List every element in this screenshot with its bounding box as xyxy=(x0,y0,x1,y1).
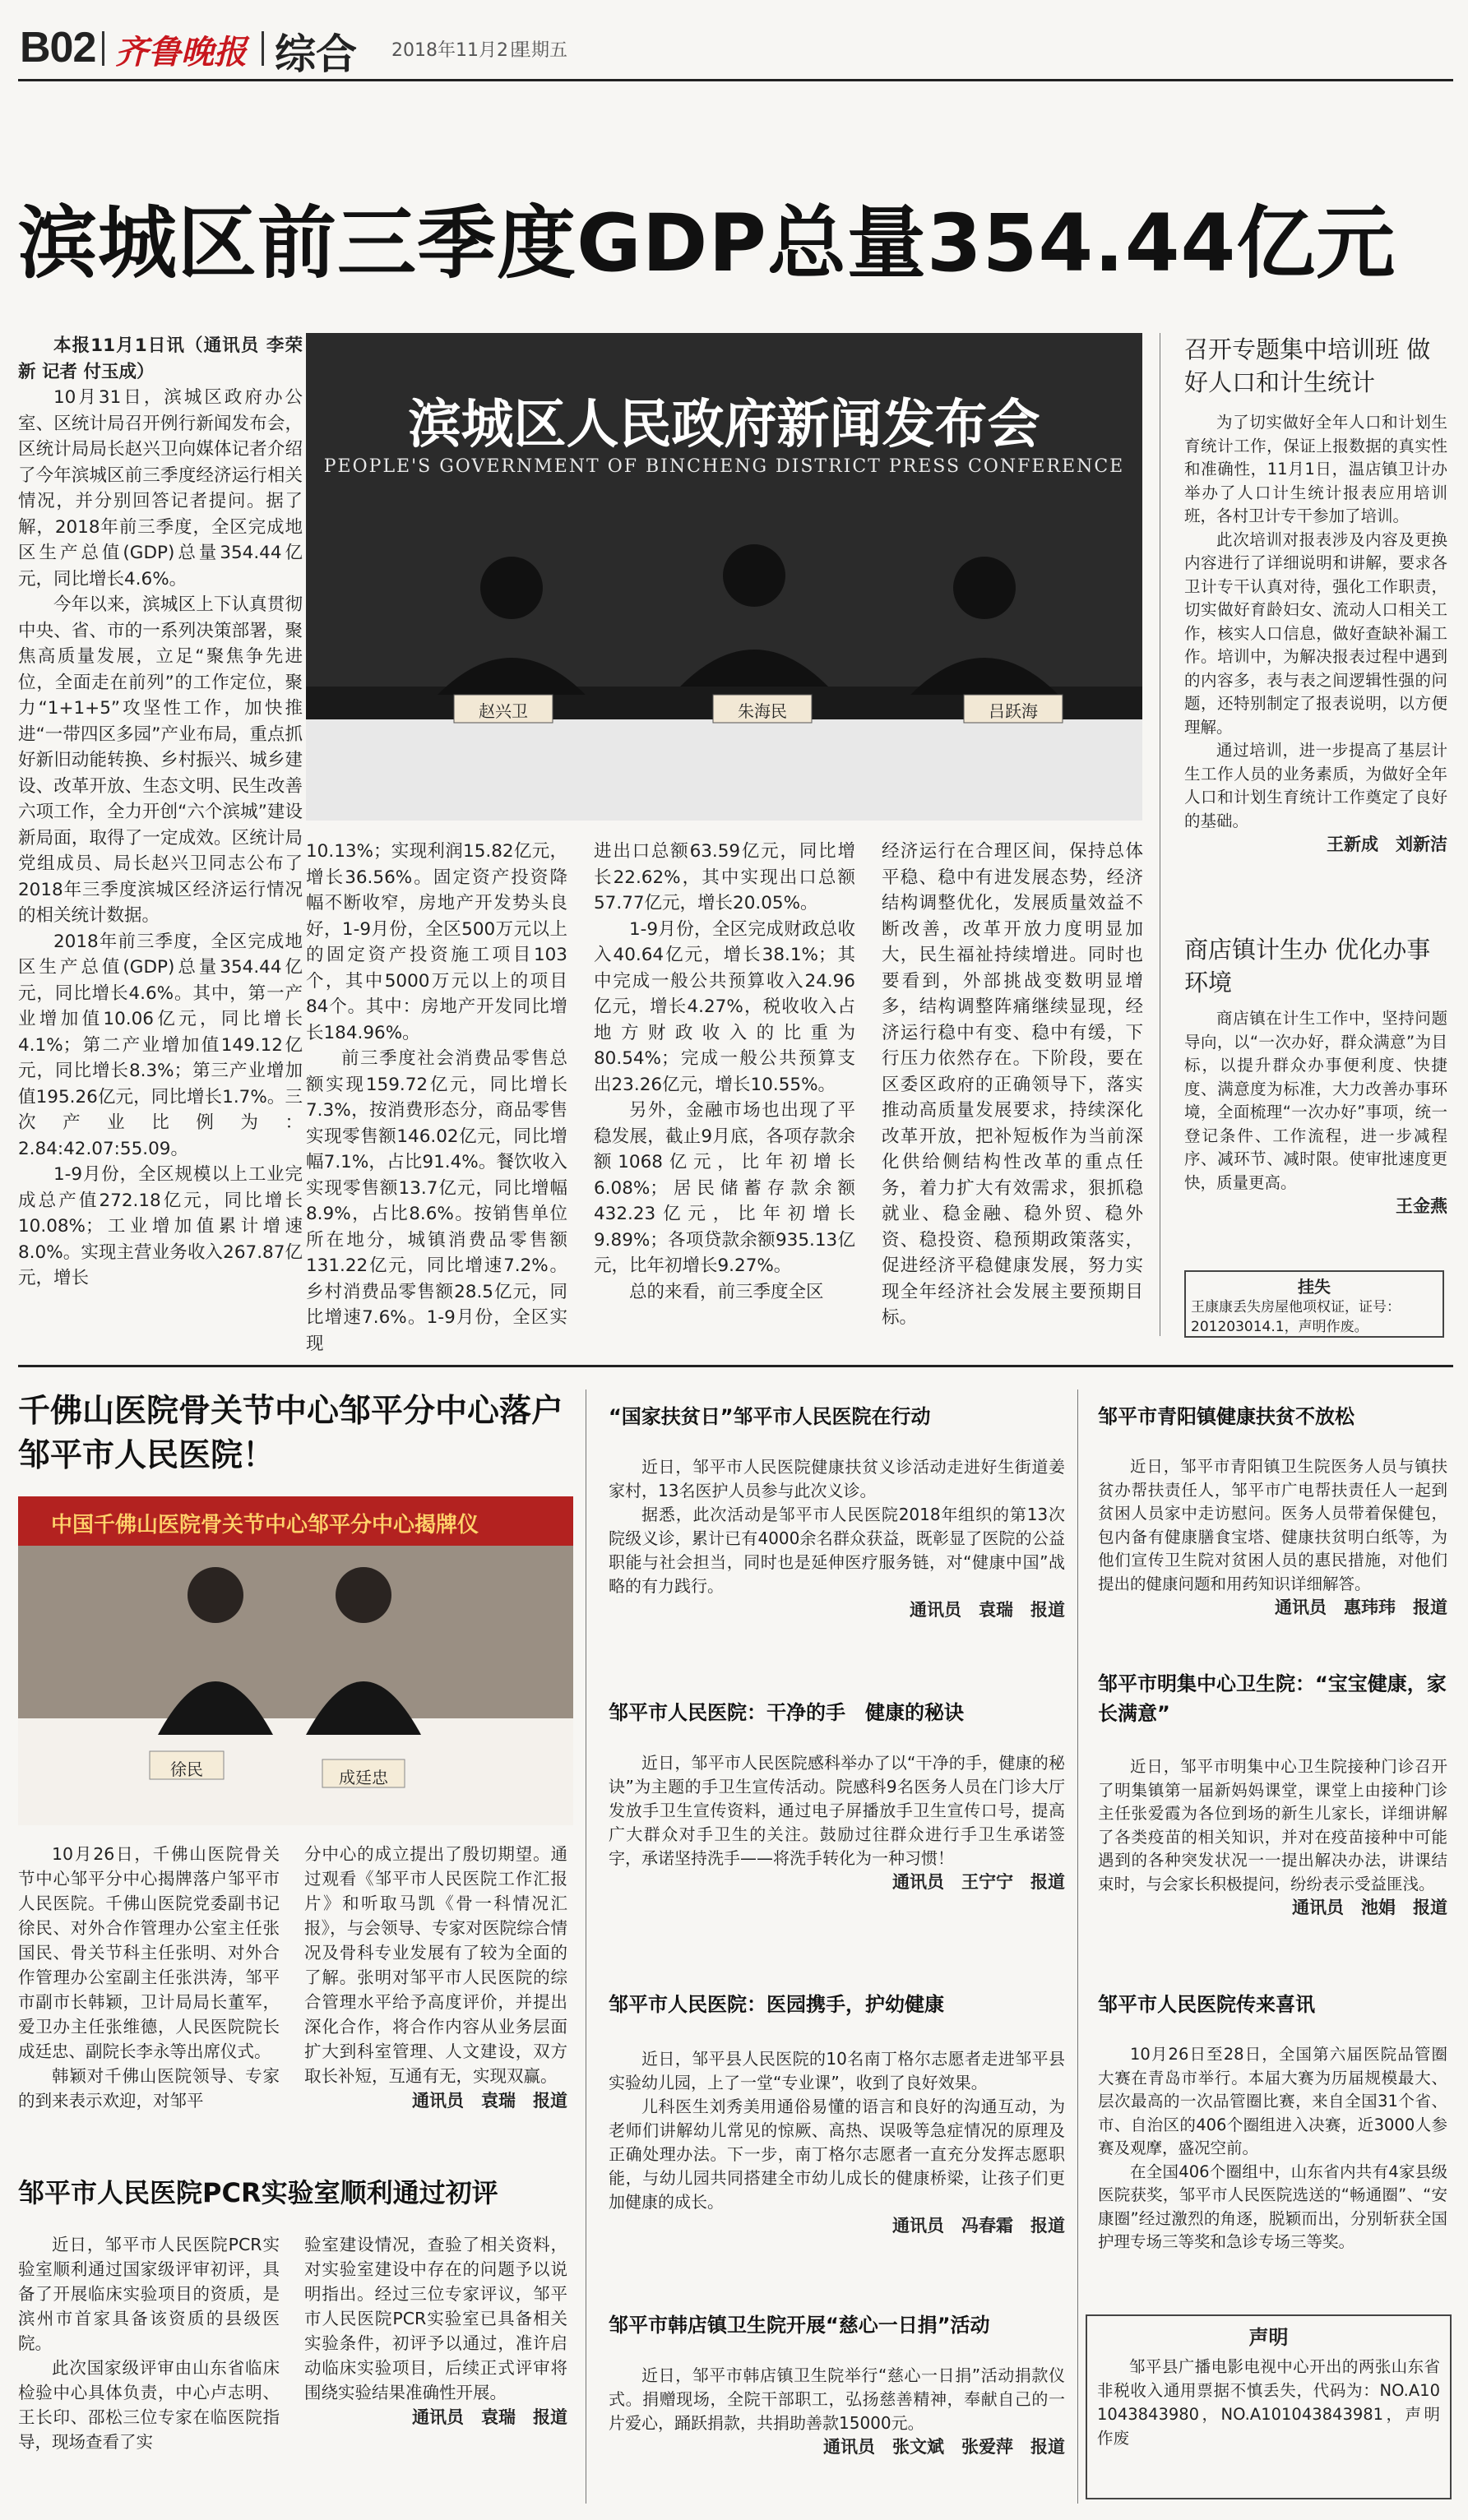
article-col xyxy=(304,1842,567,2154)
paragraph: 1-9月份，全区完成财政总收入40.64亿元，增长38.1%；其中完成一般公共预算收入24.96亿元，增长4.27%，税收收入占地方财政收入的比重为80.54%；完成一般公共预算支出23.26亿元，增长10.55%。 xyxy=(594,918,855,1095)
paragraph: 此次培训对报表涉及内容及更换内容进行了详细说明和讲解，要求各卫计专干认真对待，强化工作职责，切实做好育龄妇女、流动人口相关工作，核实人口信息，做好查缺补漏工作。培训中，为解决报表过程中遇到的内容多，表与表之间逻辑性强的问题，还特别制定了报表说明，以方便理解。 xyxy=(1184,529,1447,737)
press-conference-photo xyxy=(306,333,1142,821)
paragraph: 另外，金融市场也出现了平稳发展，截止9月底，各项存款余额1068亿元，比年初增长6.08%；居民储蓄存款余额432.23亿元，比年初增长9.89%；各项贷款余额935.13亿元，比年初增长9.27%。 xyxy=(594,1100,855,1276)
paragraph: 近日，邹平市人民医院PCR实验室顺利通过国家级评审初评，具备了开展临床实验项目的资质，是滨州市首家具备该资质的县级医院。 xyxy=(18,2235,280,2353)
speakers-illustration xyxy=(306,497,1142,821)
notice-title: 声明 xyxy=(1248,2326,1289,2349)
article-title: “国家扶贫日”邹平市人民医院在行动 xyxy=(609,1405,931,1428)
article-body xyxy=(1098,2043,1447,2306)
byline: 通讯员 惠玮玮 报道 xyxy=(1275,1598,1447,1617)
byline: 王金燕 xyxy=(1396,1196,1447,1216)
byline: 通讯员 冯春霜 报道 xyxy=(892,2216,1065,2236)
paragraph: 在全国406个圈组中，山东省内共有4家县级医院获奖，邹平市人民医院选送的“畅通圈”、“安康圈”经过激烈的角逐，脱颖而出，分别斩获全国护理专场三等奖和急诊专场三等奖。 xyxy=(1098,2162,1447,2251)
nameplate: 赵兴卫 xyxy=(479,701,528,721)
article-title: 邹平市韩店镇卫生院开展“慈心一日捐”活动 xyxy=(609,2314,990,2337)
notice-body: 邹平县广播电影电视中心开出的两张山东省非税收入通用票据不慎丢失，代码为：NO.A101043843980，NO.A101043843981，声明作废 xyxy=(1097,2357,1440,2448)
paragraph: 近日，邹平市人民医院健康扶贫义诊活动走进好生街道姜家村，13名医护人员参与此次义诊。 xyxy=(609,1457,1065,1500)
paragraph: 10.13%；实现利润15.82亿元，增长36.56%。固定资产投资降幅不断收窄，房地产开发势头良好，1-9月份，全区500万元以上的固定资产投资施工项目103个，其中5000万元以上的项目84个。其中：房地产开发同比增长184.96%。 xyxy=(306,841,567,1043)
section-name: 综合 xyxy=(275,30,357,78)
byline: 通讯员 袁瑞 报道 xyxy=(412,2407,567,2427)
page-number: B02 xyxy=(20,24,96,72)
paragraph: 近日，邹平市明集中心卫生院接种门诊召开了明集镇第一届新妈妈课堂，课堂上由接种门诊主任张爱霞为各位到场的新生儿家长，详细讲解了各类疫苗的相关知识，并对在疫苗接种中可能遇到的各种突发状况一一提出解决办法，讲课结束时，与会家长积极提问，纷纷表示受益匪浅。 xyxy=(1098,1757,1447,1893)
photo-banner-subtitle: PEOPLE'S GOVERNMENT OF BINCHENG DISTRICT PRESS CONFERENCE xyxy=(323,456,1125,477)
notice-title: 挂失 xyxy=(1298,1277,1331,1297)
nameplate: 吕跃海 xyxy=(989,701,1038,721)
article-title: 邹平市人民医院：医园携手，护幼健康 xyxy=(609,1993,944,2016)
article-col xyxy=(18,1842,280,2154)
main-article-col3 xyxy=(594,839,855,1336)
paragraph: 今年以来，滨城区上下认真贯彻中央、省、市的一系列决策部署，聚焦高质量发展，立足“聚焦争先进位，全面走在前列”的工作定位，聚力“1+1+5”攻坚性工作，加快推进“一带四区多园”产业布局，重点抓好新旧动能转换、乡村振兴、城乡建设、改革开放、生态文明、民生改善六项工作，全力开创“六个滨城”建设新局面，取得了一定成效。区统计局党组成员、局长赵兴卫同志公布了2018年三季度滨城区经济运行情况的相关统计数据。 xyxy=(18,594,303,926)
paragraph: 前三季度社会消费品零售总额实现159.72亿元，同比增长7.3%，按消费形态分，商品零售实现零售额146.02亿元，同比增幅7.1%，占比91.4%。餐饮收入实现零售额13.7亿元，同比增幅8.9%，占比8.6%。按销售单位所在地分，城镇消费品零售额131.22亿元，同比增速7.2%。乡村消费品零售额28.5亿元，同比增速7.6%。1-9月份，全区实现 xyxy=(306,1048,567,1354)
paragraph: 近日，邹平市青阳镇卫生院医务人员与镇扶贫办帮扶责任人，邹平市广电帮扶责任人一起到贫困人员家中走访慰问。医务人员带着保健包，包内备有健康膳食宝塔、健康扶贫明白纸等，为他们宣传卫生院对贫困人员的惠民措施，对他们提出的健康问题和用药知识详细解答。 xyxy=(1098,1457,1447,1593)
paragraph: 韩颖对千佛山医院领导、专家的到来表示欢迎，对邹平 xyxy=(18,2066,280,2111)
paragraph: 此次国家级评审由山东省临床检验中心具体负责，中心卢志明、王长印、邵松三位专家在临医院指导，现场查看了实 xyxy=(18,2358,280,2452)
article-title: 邹平市明集中心卫生院：“宝宝健康，家长满意” xyxy=(1098,1672,1447,1725)
article-title: 邹平市人民医院PCR实验室顺利通过初评 xyxy=(18,2177,498,2208)
article-title: 邹平市人民医院传来喜讯 xyxy=(1098,1993,1315,2016)
paragraph: 儿科医生刘秀美用通俗易懂的语言和良好的沟通互动，为老师们讲解幼儿常见的惊厥、高热、误吸等急症情况的原理及正确处理办法。下一步，南丁格尔志愿者一直充分发挥志愿职能，与幼儿园共同搭建全市幼儿成长的健康桥梁，让孩子们更加健康的成长。 xyxy=(609,2097,1065,2212)
article-body xyxy=(609,2364,1065,2504)
paragraph: 2018年前三季度，全区完成地区生产总值(GDP)总量354.44亿元，同比增长4.6%。其中，第一产业增加值10.06亿元，同比增长4.1%；第二产业增加值149.12亿元，同比增长8.3%；第三产业增加值195.26亿元，同比增长1.7%。三次产业比例为：2.84:42.07:55.09。 xyxy=(18,931,303,1159)
article-col xyxy=(18,2232,280,2504)
byline: 通讯员 王宁宁 报道 xyxy=(892,1872,1065,1892)
statement-notice-box xyxy=(1086,2314,1452,2499)
nameplate: 徐民 xyxy=(170,1759,203,1779)
paragraph: 10月26日，千佛山医院骨关节中心邹平分中心揭牌落户邹平市人民医院。千佛山医院党委副书记徐民、对外合作管理办公室主任张国民、骨关节科主任张明、对外合作管理办公室副主任张洪涛，邹平市副市长韩颖，卫计局局长董军，爱卫办主任张维德，人民医院院长成廷忠、副院长李永等出席仪式。 xyxy=(18,1844,280,2061)
byline: 王新成 刘新洁 xyxy=(1327,835,1447,854)
paragraph: 经济运行在合理区间，保持总体平稳、稳中有进发展态势，经济结构调整优化，发展质量效益不断改善，改革开放力度明显加大，民生福祉持续增进。同时也要看到，外部挑战变数明显增多，结构调整阵痛继续显现，经济运行稳中有变、稳中有缓，下行压力依然存在。下阶段，要在区委区政府的正确领导下，落实推动高质量发展要求，持续深化改革开放，把补短板作为当前深化供给侧结构性改革的重点任务，着力扩大有效需求，狠抓稳就业、稳金融、稳外贸、稳外资、稳投资、稳预期政策落实，促进经济平稳健康发展，努力实现全年经济社会发展主要预期目标。 xyxy=(882,841,1143,1328)
paragraph: 通过培训，进一步提高了基层计生工作人员的业务素质，为做好全年人口和计划生育统计工作奠定了良好的基础。 xyxy=(1184,741,1447,830)
nameplate: 成廷忠 xyxy=(339,1768,388,1787)
article-title: 邹平市人民医院：干净的手 健康的秘诀 xyxy=(609,1701,964,1724)
paragraph: 10月31日，滨城区政府办公室、区统计局召开例行新闻发布会，区统计局局长赵兴卫向媒体记者介绍了今年滨城区前三季度经济运行相关情况，并分别回答记者提问。据了解，2018年前三季度，全区完成地区生产总值(GDP)总量354.44亿元，同比增长4.6%。 xyxy=(18,387,303,590)
header-rule xyxy=(18,79,1453,81)
sidebar-article-body xyxy=(1184,1007,1447,1270)
paragraph: 为了切实做好全年人口和计划生育统计工作，保证上报数据的真实性和准确性，11月1日，温店镇卫计办举办了人口计生统计报表应用培训班，各村卫计专干参加了培训。 xyxy=(1184,413,1447,525)
paragraph: 据悉，此次活动是邹平市人民医院2018年组织的第13次院级义诊，累计已有4000余名群众获益，既彰显了医院的公益职能与社会担当，同时也是延伸医疗服务链，对“健康中国”战略的有力践行。 xyxy=(609,1505,1065,1596)
photo-banner-title: 滨城区人民政府新闻发布会 xyxy=(408,395,1040,455)
issue-weekday: 星期五 xyxy=(513,40,568,61)
sidebar-article-body xyxy=(1184,411,1447,921)
dateline: 本报11月1日讯（通讯员 李荣新 记者 付玉成） xyxy=(18,335,303,382)
paragraph: 1-9月份，全区规模以上工业完成总产值272.18亿元，同比增长10.08%；工业增加值累计增速8.0%。实现主营业务收入267.87亿元，增长 xyxy=(18,1164,303,1288)
issue-date: 2018年11月2日 xyxy=(391,40,526,61)
article-body xyxy=(1098,1455,1447,1661)
paragraph: 进出口总额63.59亿元，同比增长22.62%，其中实现出口总额57.77亿元，增长20.05%。 xyxy=(594,841,855,913)
photo-banner-text: 中国千佛山医院骨关节中心邹平分中心揭牌仪 xyxy=(51,1513,479,1537)
article-body xyxy=(1098,1755,1447,1977)
article-col xyxy=(304,2232,567,2504)
signing-ceremony-photo xyxy=(18,1496,573,1825)
header-divider xyxy=(102,31,104,66)
article-body xyxy=(609,2047,1065,2302)
paragraph: 近日，邹平市人民医院感科举办了以“干净的手，健康的秘诀”为主题的手卫生宣传活动。院感科9名医务人员在门诊大厅发放手卫生宣传资料，通过电子屏播放手卫生宣传口号，提高广大群众对手卫生的关注。鼓励过往群众进行手卫生承诺签字，承诺坚持洗手——将洗手转化为一种习惯！ xyxy=(609,1753,1065,1868)
lost-notice-box xyxy=(1184,1270,1444,1338)
byline: 通讯员 袁瑞 报道 xyxy=(412,2091,567,2111)
paragraph: 近日，邹平市韩店镇卫生院举行“慈心一日捐”活动捐款仪式。捐赠现场，全院干部职工，弘扬慈善精神，奉献自己的一片爱心，踊跃捐款，共捐助善款15000元。 xyxy=(609,2365,1065,2433)
paragraph: 分中心的成立提出了殷切期望。通过观看《邹平市人民医院工作汇报片》和听取马凯《骨一科情况汇报》，与会领导、专家对医院综合情况及骨科专业发展有了较为全面的了解。张明对邹平市人民医院的综合管理水平给予高度评价，并提出深化合作，将合作内容从业务层面扩大到科室管理、人文建设，双方取长补短，互通有无，实现双赢。 xyxy=(304,1844,567,2086)
article-title: 邹平市青阳镇健康扶贫不放松 xyxy=(1098,1405,1355,1428)
section-rule xyxy=(18,1365,1453,1367)
main-headline: 滨城区前三季度GDP总量354.44亿元 xyxy=(18,197,1396,289)
column-divider xyxy=(1077,1389,1078,2504)
paragraph: 近日，邹平县人民医院的10名南丁格尔志愿者走进邹平县实验幼儿园，上了一堂“专业课”，收到了良好效果。 xyxy=(609,2049,1065,2092)
paragraph: 10月26日至28日，全国第六届医院品管圈大赛在青岛市举行。本届大赛为历届规模最大、层次最高的一次品管圈比赛，来自全国31个省、市、自治区的406个圈组进入决赛，近3000人参赛及观摩，盛况空前。 xyxy=(1098,2045,1447,2157)
byline: 通讯员 张文斌 张爱萍 报道 xyxy=(823,2437,1065,2457)
paragraph: 总的来看，前三季度全区 xyxy=(629,1281,824,1302)
article-body xyxy=(609,1751,1065,1965)
article-title: 千佛山医院骨关节中心邹平分中心落户邹平市人民医院！ xyxy=(18,1393,564,1474)
main-article-col4 xyxy=(882,839,1143,1336)
main-article-col2 xyxy=(306,839,567,1354)
byline: 通讯员 池娟 报道 xyxy=(1292,1898,1447,1917)
paragraph: 商店镇在计生工作中，坚持问题导向，以“一次办好，群众满意”为目标，以提升群众办事便利度、快捷度、满意度为标准，大力改善办事环境，全面梳理“一次办好”事项，统一登记条件、工作流程，进一步减程序、减环节、减时限。使审批速度更快，质量更高。 xyxy=(1184,1009,1447,1192)
main-article-col1 xyxy=(18,333,303,1320)
paragraph: 验室建设情况，查验了相关资料，对实验室建设中存在的问题予以说明指出。经过三位专家评议，邹平市人民医院PCR实验室已具备相关实验条件，初评予以通过，准许启动临床实验项目，后续正式评审将围绕实验结果准确性开展。 xyxy=(304,2235,567,2402)
sidebar-article-title: 召开专题集中培训班 做好人口和计生统计 xyxy=(1184,335,1431,396)
notice-body: 王康康丢失房屋他项权证，证号：201203014.1，声明作废。 xyxy=(1191,1299,1401,1335)
handshake-illustration xyxy=(18,1546,573,1825)
newspaper-logo: 齐鲁晚报 xyxy=(115,33,247,72)
header-divider xyxy=(262,31,264,66)
byline: 通讯员 袁瑞 报道 xyxy=(910,1600,1065,1620)
nameplate: 朱海民 xyxy=(738,701,787,721)
sidebar-article-title: 商店镇计生办 优化办事环境 xyxy=(1184,936,1431,996)
article-body xyxy=(609,1455,1065,1694)
